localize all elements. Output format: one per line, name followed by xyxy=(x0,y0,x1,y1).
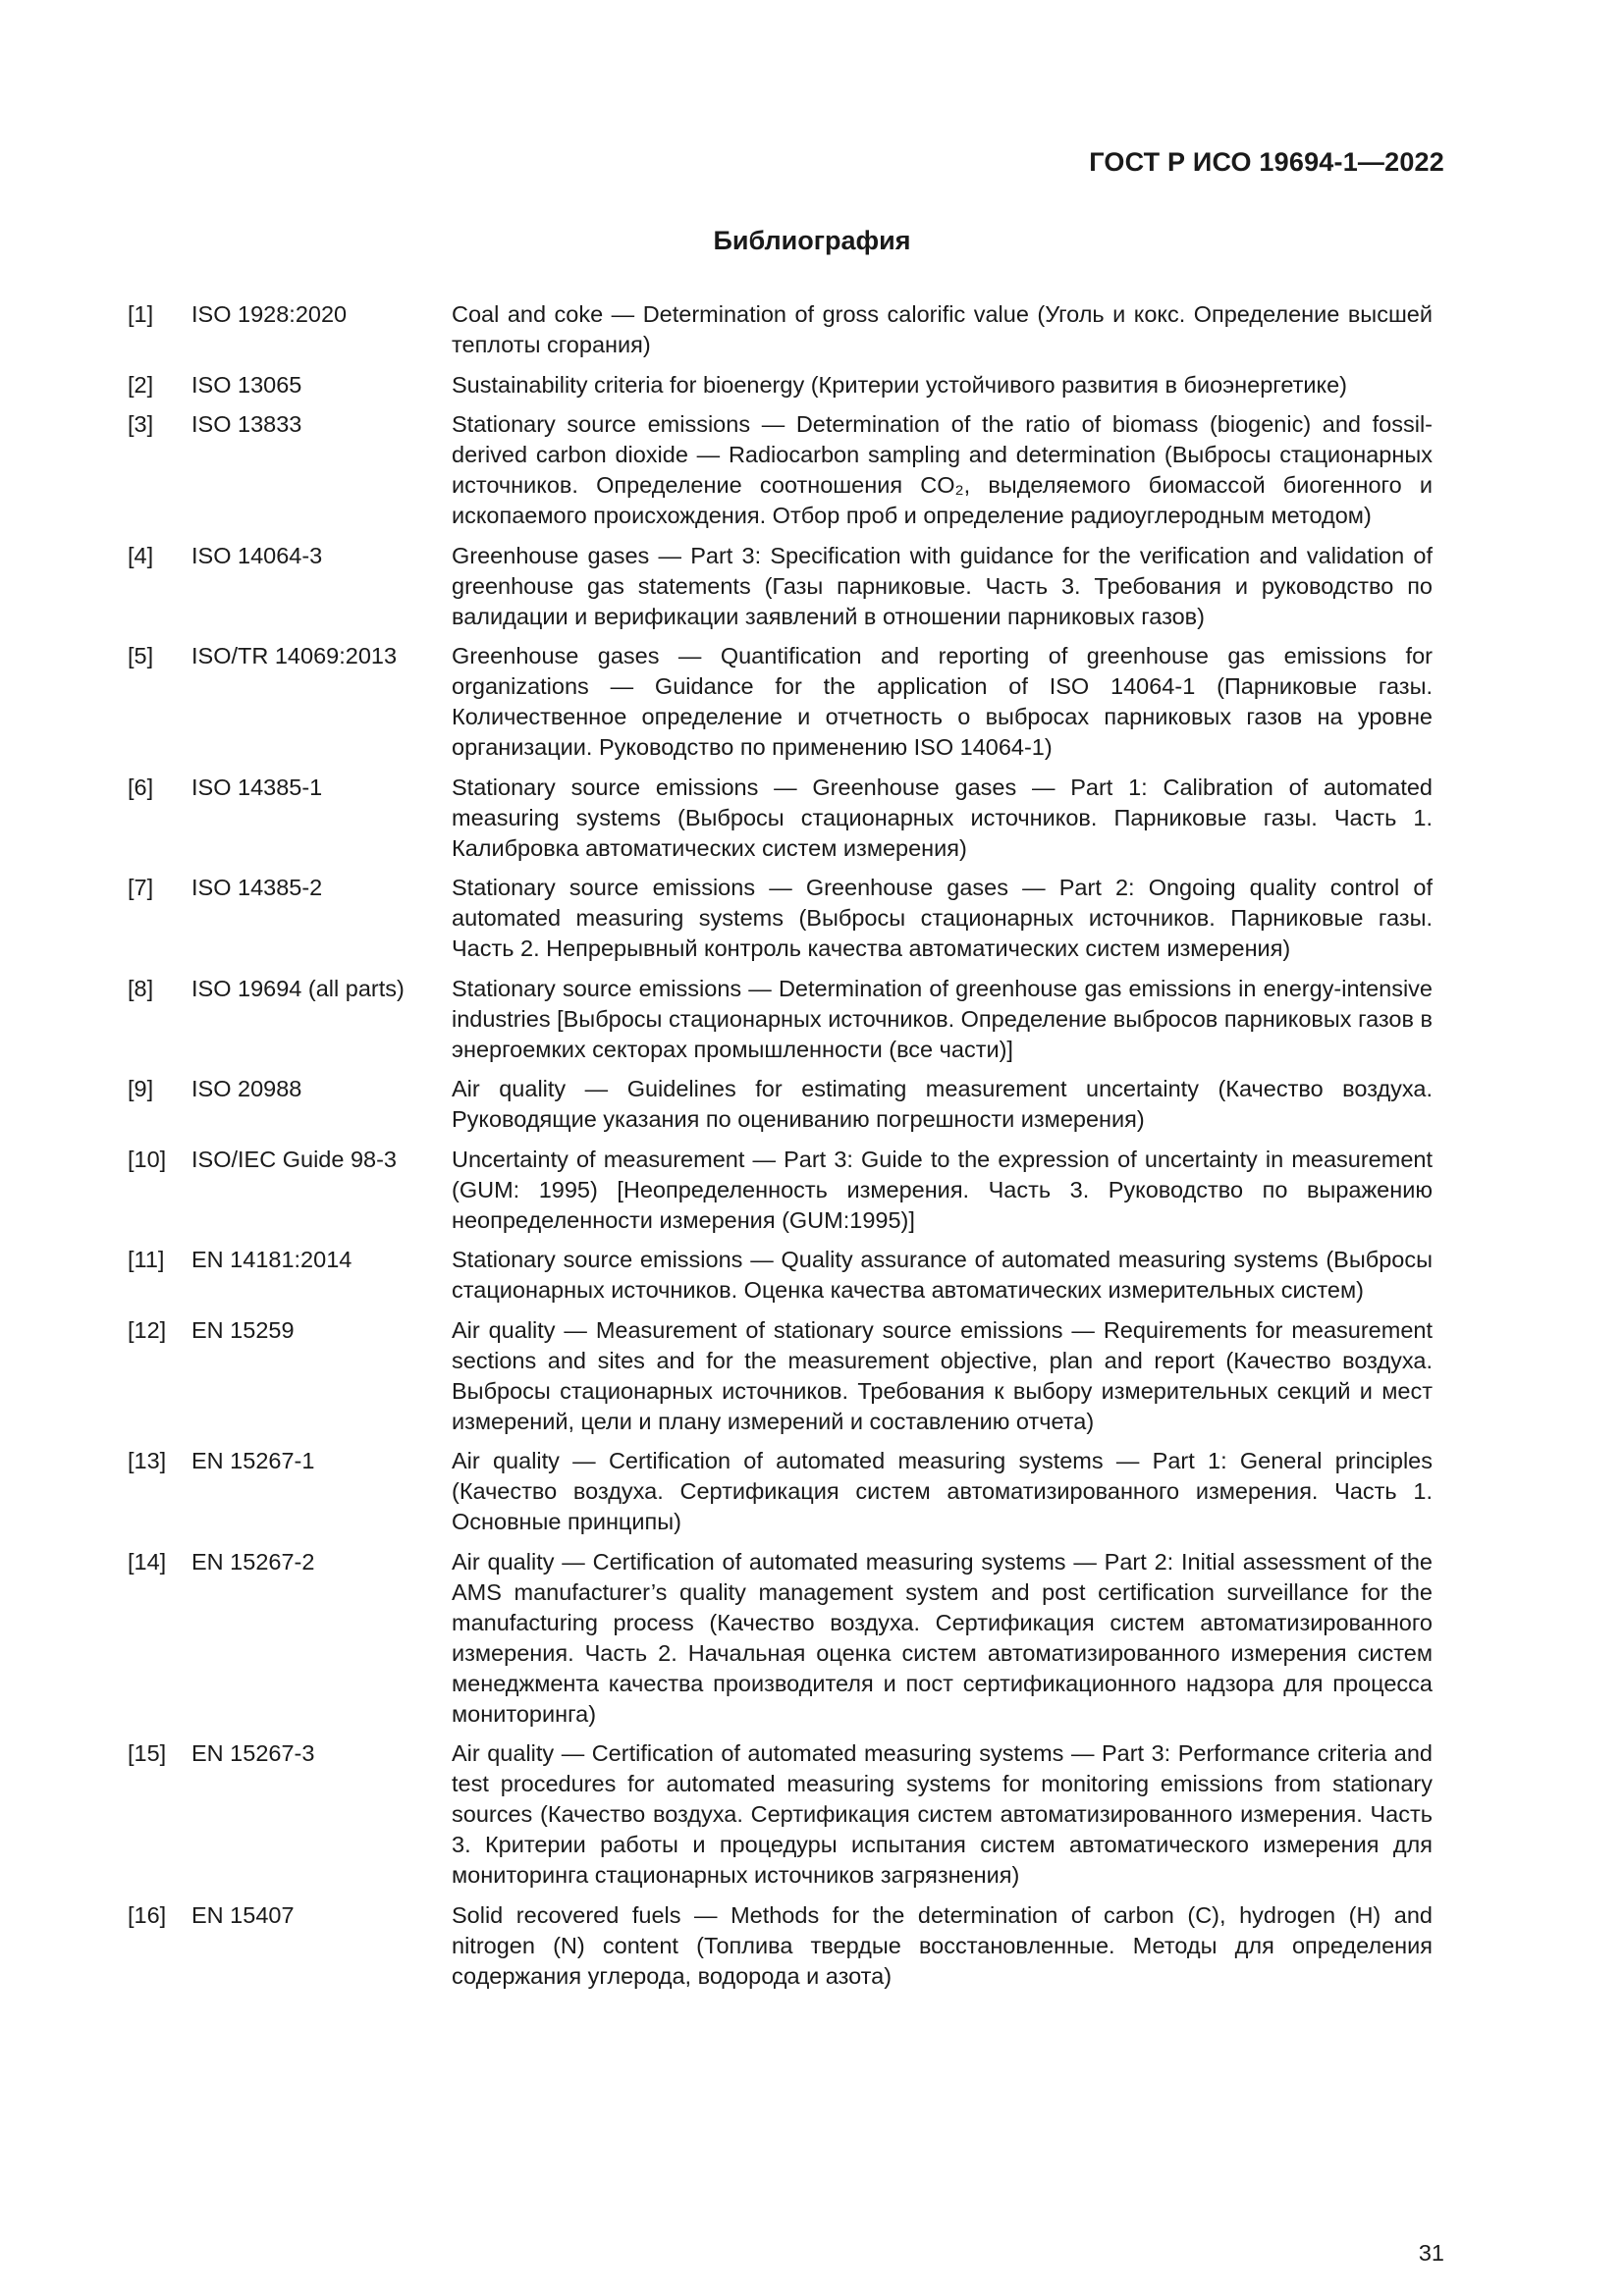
entry-number: [10] xyxy=(128,1146,167,1172)
entry-code: EN 15267-3 xyxy=(191,1740,315,1766)
entry-number: [4] xyxy=(128,542,154,568)
entry-text: Stationary source emissions — Quality assurance of automated measuring systems (Выбросы стационарных источников. Оценка качества автоматических измерительных систем) xyxy=(452,1247,1433,1303)
entry-number: [2] xyxy=(128,371,154,398)
entry-code: EN 15259 xyxy=(191,1316,295,1343)
bibliography-entry xyxy=(128,1547,1434,1730)
entry-code: ISO 13833 xyxy=(191,411,302,437)
entry-number: [9] xyxy=(128,1076,154,1101)
bibliography-entry xyxy=(128,541,1434,632)
bibliography-entry xyxy=(128,1245,1434,1306)
entry-number: [14] xyxy=(128,1548,167,1575)
entry-text: Greenhouse gases — Part 3: Specification with guidance for the verification and validation of greenhouse gas statements (Газы парниковые. Часть 3. Требования и руководство по валидации и верификации заявлений в отношении парниковых газов) xyxy=(452,542,1433,629)
entry-number: [5] xyxy=(128,643,154,668)
entry-code: ISO 13065 xyxy=(191,371,302,398)
bibliography-entry xyxy=(128,641,1434,763)
bibliography-entry xyxy=(128,299,1434,360)
entry-number: [6] xyxy=(128,774,154,800)
standard-header: ГОСТ Р ИСО 19694-1—2022 xyxy=(1089,147,1444,177)
entry-code: EN 15407 xyxy=(191,1901,295,1928)
bibliography-entry xyxy=(128,1900,1434,1992)
bibliography-entry xyxy=(128,1738,1434,1891)
entry-text: Stationary source emissions — Greenhouse gases — Part 1: Calibration of automated measuring systems (Выбросы стационарных источников. Парниковые газы. Часть 1. Калибровка автоматических систем измерения) xyxy=(452,774,1433,861)
entry-code: ISO/IEC Guide 98-3 xyxy=(191,1146,397,1172)
entry-number: [15] xyxy=(128,1740,167,1766)
entry-code: ISO 14385-1 xyxy=(191,774,323,800)
bibliography-entry xyxy=(128,1315,1434,1437)
entry-number: [7] xyxy=(128,875,154,900)
entry-number: [3] xyxy=(128,411,154,437)
entry-number: [1] xyxy=(128,301,154,327)
entry-text: Air quality — Certification of automated measuring systems — Part 3: Performance criteria and test procedures for automated measuring systems for monitoring emissions from stationary sources (Качество воздуха. Сертификация систем автоматизированного измерения. Часть 3. Критерии работы и процедуры испытания систем автоматического измерения для мониторинга стационарных источников загрязнения) xyxy=(452,1740,1433,1888)
entry-number: [13] xyxy=(128,1448,167,1473)
entry-text: Air quality — Certification of automated measuring systems — Part 2: Initial assessment of the AMS manufacturer’s quality management system and post certification surveillance for the manufacturing process (Качество воздуха. Сертификация систем автоматизированного измерения. Часть 2. Начальная оценка систем автоматизированного измерения систем менеджмента качества производителя и пост сертификационного надзора для процесса мониторинга) xyxy=(452,1548,1433,1727)
bibliography-entry xyxy=(128,773,1434,864)
entry-text: Stationary source emissions — Determination of greenhouse gas emissions in energy-intensive industries [Выбросы стационарных источников. Определение выбросов парниковых газов в энергоемких секторах промышленности (все части)] xyxy=(452,975,1434,1062)
entry-code: ISO 19694 (all parts) xyxy=(191,975,405,1001)
entry-number: [11] xyxy=(128,1247,165,1272)
entry-text: Uncertainty of measurement — Part 3: Guide to the expression of uncertainty in measurement (GUM: 1995) [Неопределенность измерения. Часть 3. Руководство по выражению неопределенности измерения (GUM:1995)] xyxy=(452,1146,1433,1233)
entry-code: ISO 14064-3 xyxy=(191,542,323,568)
entry-number: [16] xyxy=(128,1901,167,1928)
entry-text: Coal and coke — Determination of gross calorific value (Уголь и кокс. Определение высшей теплоты сгорания) xyxy=(452,301,1433,357)
bibliography-entry xyxy=(128,1145,1434,1236)
entry-code: EN 15267-1 xyxy=(191,1448,315,1473)
bibliography-title: Библиография xyxy=(713,226,911,255)
bibliography-entry xyxy=(128,974,1434,1065)
entry-text: Solid recovered fuels — Methods for the determination of carbon (C), hydrogen (H) and nitrogen (N) content (Топлива твердые восстановленные. Методы для определения содержания углерода, водорода и азота) xyxy=(452,1901,1433,1989)
entry-text: Stationary source emissions — Greenhouse gases — Part 2: Ongoing quality control of automated measuring systems (Выбросы стационарных источников. Парниковые газы. Часть 2. Непрерывный контроль качества автоматических систем измерения) xyxy=(452,875,1433,961)
entry-number: [8] xyxy=(128,975,154,1001)
entry-code: EN 15267-2 xyxy=(191,1548,315,1575)
bibliography-entry xyxy=(128,1074,1434,1135)
page-number: 31 xyxy=(1418,2240,1444,2266)
entry-text: Air quality — Certification of automated measuring systems — Part 1: General principles (Качество воздуха. Сертификация систем автоматизированного измерения. Часть 1. Основные принципы) xyxy=(452,1448,1433,1534)
entry-text: Greenhouse gases — Quantification and reporting of greenhouse gas emissions for organizations — Guidance for the application of ISO 14064-1 (Парниковые газы. Количественное определение и отчетность о выбросах парниковых газов на уровне организации. Руководство по применению ISO 14064-1) xyxy=(452,643,1433,760)
entry-code: ISO 1928:2020 xyxy=(191,301,348,327)
bibliography-entry xyxy=(128,409,1434,531)
bibliography-entry xyxy=(128,370,1434,400)
bibliography-entry xyxy=(128,873,1434,964)
entry-number: [12] xyxy=(128,1316,167,1343)
entry-text: Sustainability criteria for bioenergy (Критерии устойчивого развития в биоэнергетике) xyxy=(452,371,1347,398)
entry-text: Air quality — Measurement of stationary source emissions — Requirements for measurement sections and sites and for the measurement objective, plan and report (Качество воздуха. Выбросы стационарных источников. Требования к выбору измерительных секций и мест измерений, цели и плану измерений и составлению отчета) xyxy=(452,1316,1433,1434)
entry-text: Stationary source emissions — Determination of the ratio of biomass (biogenic) and fossil-derived carbon dioxide — Radiocarbon sampling and determination (Выбросы стационарных источников. Определение соотношения CO₂, выделяемого биомассой биогенного и ископаемого происхождения. Отбор проб и определение радиоуглеродным методом) xyxy=(452,411,1433,528)
entry-code: EN 14181:2014 xyxy=(191,1247,352,1272)
entry-text: Air quality — Guidelines for estimating measurement uncertainty (Качество воздуха. Руководящие указания по оцениванию погрешности измерения) xyxy=(452,1076,1433,1132)
entry-code: ISO/TR 14069:2013 xyxy=(191,643,398,668)
entry-code: ISO 14385-2 xyxy=(191,875,323,900)
entry-code: ISO 20988 xyxy=(191,1076,302,1101)
bibliography-entry xyxy=(128,1446,1434,1537)
bibliography-list xyxy=(128,299,1434,2001)
